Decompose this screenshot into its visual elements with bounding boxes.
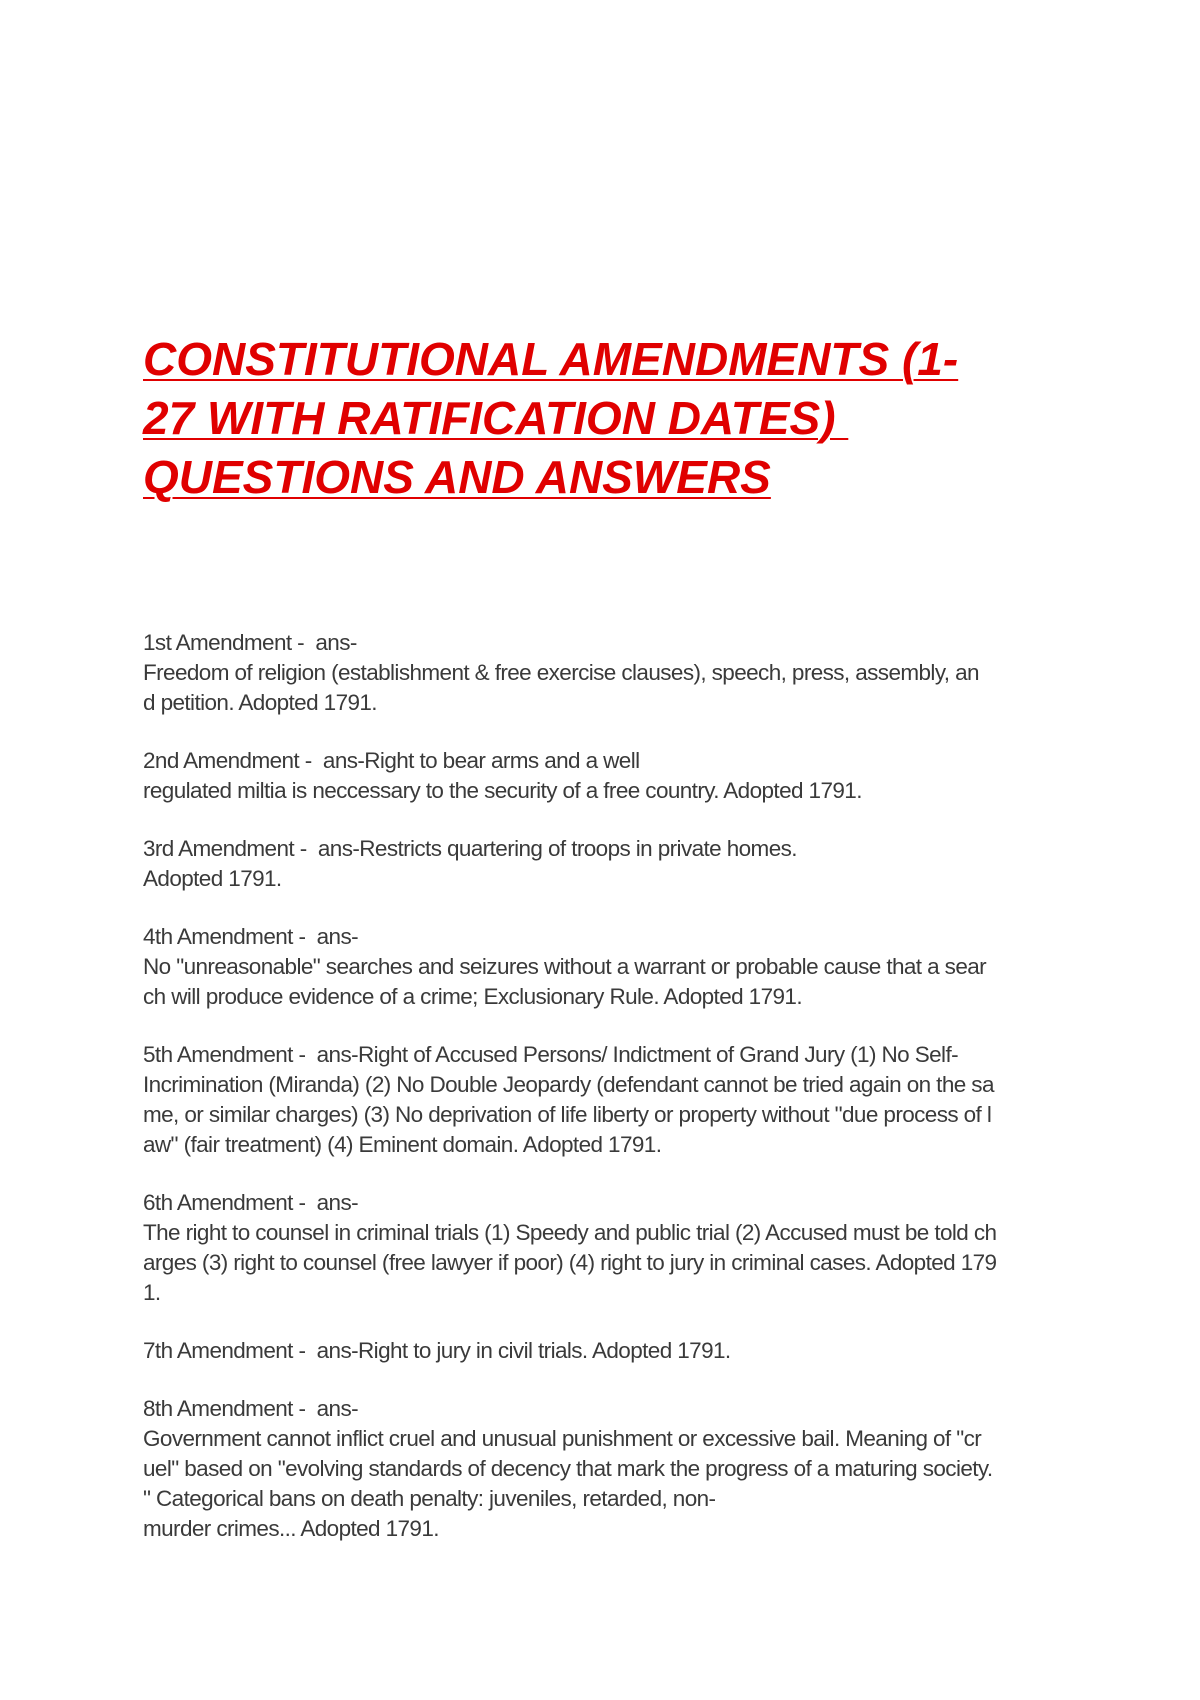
qa-line: 1. xyxy=(143,1280,161,1305)
qa-line: arges (3) right to counsel (free lawyer if poor) (4) right to jury in criminal cases. Adopted 179 xyxy=(143,1250,997,1275)
qa-line: regulated miltia is neccessary to the security of a free country. Adopted 1791. xyxy=(143,778,862,803)
qa-line: 3rd Amendment - ans-Restricts quartering of troops in private homes. xyxy=(143,836,797,861)
qa-line: 8th Amendment - ans- xyxy=(143,1396,359,1421)
qa-line: 5th Amendment - ans-Right of Accused Persons/ Indictment of Grand Jury (1) No Self- xyxy=(143,1042,958,1067)
qa-entry-6th-amendment xyxy=(143,1188,1073,1308)
qa-line: The right to counsel in criminal trials (1) Speedy and public trial (2) Accused must be told ch xyxy=(143,1220,997,1245)
qa-line: me, or similar charges) (3) No deprivation of life liberty or property without "due process of l xyxy=(143,1102,992,1127)
document-title xyxy=(143,330,1043,507)
qa-line: Adopted 1791. xyxy=(143,866,282,891)
qa-entry-5th-amendment xyxy=(143,1040,1073,1160)
qa-line: Incrimination (Miranda) (2) No Double Jeopardy (defendant cannot be tried again on the sa xyxy=(143,1072,994,1097)
qa-line: 6th Amendment - ans- xyxy=(143,1190,359,1215)
qa-line: murder crimes... Adopted 1791. xyxy=(143,1516,439,1541)
qa-line: Freedom of religion (establishment & free exercise clauses), speech, press, assembly, an xyxy=(143,660,979,685)
title-line: QUESTIONS AND ANSWERS xyxy=(143,451,771,503)
qa-line: aw" (fair treatment) (4) Eminent domain. Adopted 1791. xyxy=(143,1132,662,1157)
qa-line: 4th Amendment - ans- xyxy=(143,924,359,949)
qa-line: " Categorical bans on death penalty: juveniles, retarded, non- xyxy=(143,1486,716,1511)
qa-line: ch will produce evidence of a crime; Exclusionary Rule. Adopted 1791. xyxy=(143,984,802,1009)
qa-line: 2nd Amendment - ans-Right to bear arms and a well xyxy=(143,748,640,773)
qa-entry-1st-amendment xyxy=(143,628,1073,718)
qa-line: No "unreasonable" searches and seizures without a warrant or probable cause that a sear xyxy=(143,954,987,979)
qa-line: uel" based on "evolving standards of decency that mark the progress of a maturing society. xyxy=(143,1456,993,1481)
qa-line: d petition. Adopted 1791. xyxy=(143,690,377,715)
qa-line: Government cannot inflict cruel and unusual punishment or excessive bail. Meaning of "cr xyxy=(143,1426,982,1451)
qa-line: 1st Amendment - ans- xyxy=(143,630,357,655)
title-line: 27 WITH RATIFICATION DATES) xyxy=(143,392,849,444)
qa-entry-4th-amendment xyxy=(143,922,1073,1012)
qa-entry-8th-amendment xyxy=(143,1394,1073,1544)
qa-line: 7th Amendment - ans-Right to jury in civil trials. Adopted 1791. xyxy=(143,1338,731,1363)
qa-entry-3rd-amendment xyxy=(143,834,1073,894)
qa-entry-7th-amendment xyxy=(143,1336,1073,1366)
qa-list xyxy=(143,628,1073,1572)
title-line: CONSTITUTIONAL AMENDMENTS (1- xyxy=(143,333,959,385)
qa-entry-2nd-amendment xyxy=(143,746,1073,806)
